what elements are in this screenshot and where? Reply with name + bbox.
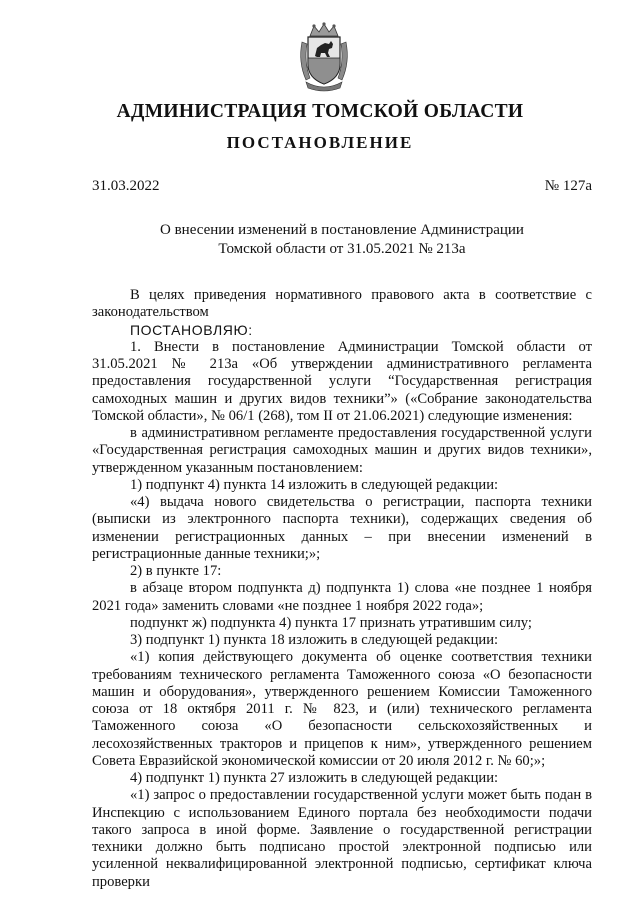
body-paragraph: 3) подпункт 1) пункта 18 изложить в следующей редакции:	[130, 632, 499, 648]
body-paragraph: 1) подпункт 4) пункта 14 изложить в следующей редакции:	[130, 476, 499, 493]
body-paragraph: 4) подпункт 1) пункта 27 изложить в следующей редакции:	[130, 770, 499, 786]
body-paragraph: «1) запрос о предоставлении государственной услуги может быть подан в Инспекцию с использованием Единого портала без необходимости подачи такого запроса в иной форме. Заявление о государственной регистрации техники должно быть подписано простой электронной подписью или усиленной неквалифицированной электронной подписью, сертификат ключа проверки	[92, 787, 592, 890]
document-subject	[92, 221, 592, 259]
subject-line: О внесении изменений в постановление Администрации	[160, 222, 524, 238]
subject-line: Томской области от 31.05.2021 № 213а	[218, 241, 466, 257]
body-paragraph: «1) копия действующего документа об оценке соответствия техники требованиям технического регламента Таможенного союза «О безопасности машин и оборудования», утвержденного решением Комиссии Таможенного союза от 18 октября 2011 г. № 823, и (или) технического регламента Таможенного союза «О безопасности сельскохозяйственных и лесохозяйственных тракторов и прицепов к ним», утвержденного решением Совета Евразийской экономической комиссии от 20 июля 2012 г. № 60;»;	[92, 649, 592, 769]
document-date: 31.03.2022	[92, 178, 160, 194]
body-paragraph: 1. Внести в постановление Администрации Томской области от 31.05.2021 № 213а «Об утверждении административного регламента предоставления государственной услуги “Государственная регистрация самоходных машин и других видов техники”» («Собрание законодательства Томской области», № 06/1 (268), том II от 21.06.2021) следующие изменения:	[92, 338, 592, 424]
document-type-title: ПОСТАНОВЛЕНИЕ	[226, 133, 414, 152]
tomsk-oblast-coat-of-arms-icon	[296, 22, 352, 92]
body-paragraph: в абзаце втором подпункта д) подпункта 1) слова «не позднее 1 ноября 2021 года» заменить словами «не позднее 1 ноября 2022 года»;	[92, 580, 592, 614]
document-body	[92, 287, 592, 891]
document-number: № 127а	[544, 178, 592, 194]
body-paragraph: в административном регламенте предоставления государственной услуги «Государственная регистрация самоходных машин и других видов техники», утвержденном указанным постановлением:	[92, 425, 592, 476]
decree-word: ПОСТАНОВЛЯЮ:	[130, 321, 253, 338]
body-paragraph: «4) выдача нового свидетельства о регистрации, паспорта техники (выписки из электронного паспорта техники), содержащих сведения об изменении регистрационных данных – при внесении изменений в регистрационные данные техники;»;	[92, 494, 592, 562]
organization-title: АДМИНИСТРАЦИЯ ТОМСКОЙ ОБЛАСТИ	[116, 101, 524, 122]
body-paragraph: подпункт ж) подпункта 4) пункта 17 признать утратившим силу;	[130, 614, 532, 631]
preamble-paragraph: В целях приведения нормативного правового акта в соответствие с законодательством	[92, 287, 592, 321]
body-paragraph: 2) в пункте 17:	[130, 563, 222, 579]
